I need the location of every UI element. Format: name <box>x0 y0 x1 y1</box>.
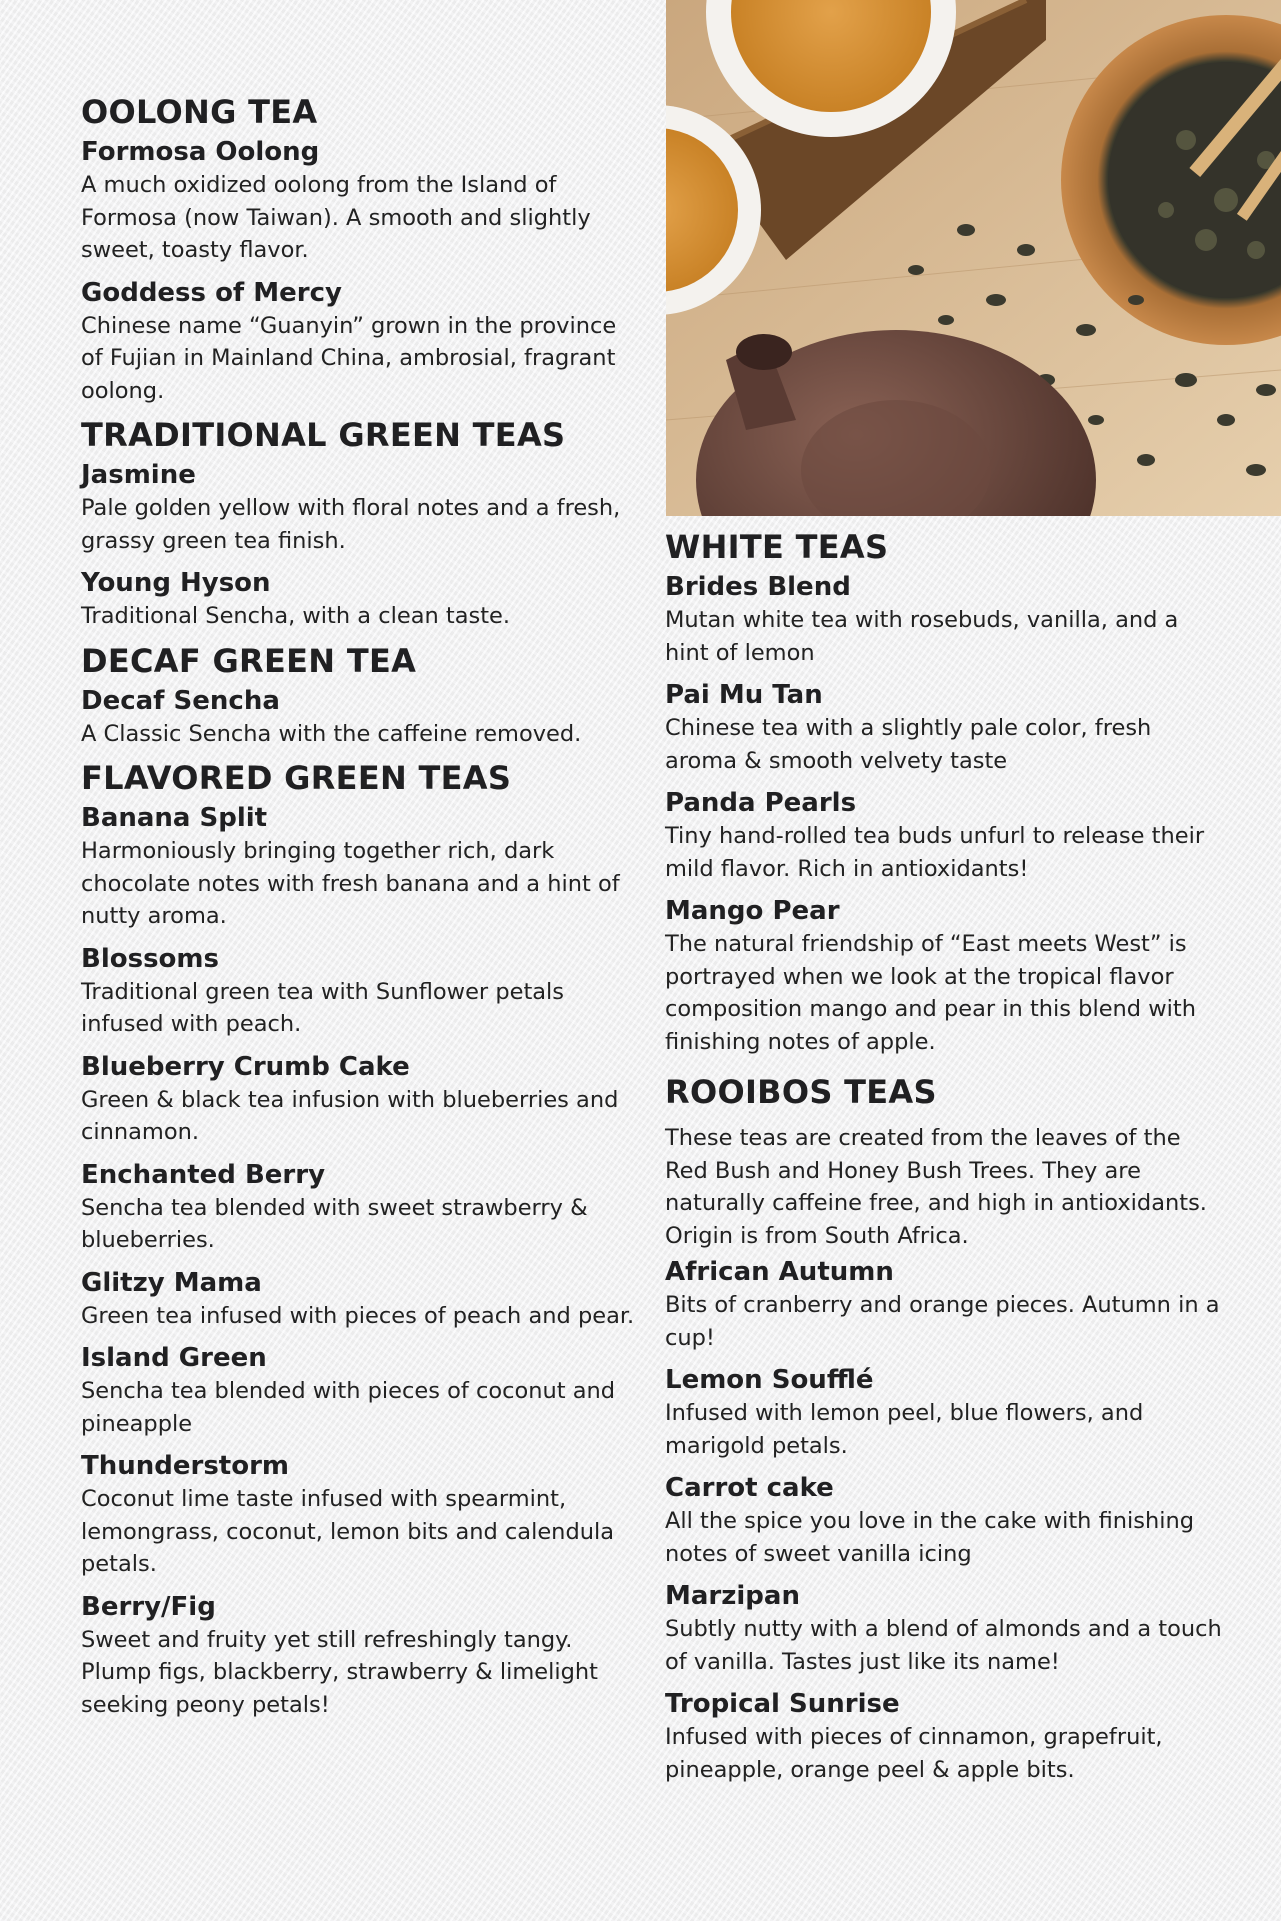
tea-name: Brides Blend <box>665 572 851 602</box>
section-oolong <box>81 92 641 407</box>
tea-description: Coconut lime taste infused with spearmint, lemongrass, coconut, lemon bits and calendula petals. <box>81 1486 615 1577</box>
tea-item <box>81 1591 641 1722</box>
tea-name: Thunderstorm <box>81 1451 290 1481</box>
tea-name: Berry/Fig <box>81 1591 216 1622</box>
section-traditional-green <box>81 415 641 633</box>
tea-description: All the spice you love in the cake with finishing notes of sweet vanilla icing <box>665 1508 1195 1567</box>
tea-item <box>81 685 641 751</box>
tea-item <box>665 1580 1225 1678</box>
tea-item <box>81 277 641 408</box>
tea-description: Green tea infused with pieces of peach and pear. <box>81 1302 635 1329</box>
tea-item <box>81 1450 641 1581</box>
tea-item <box>665 1688 1225 1786</box>
tea-item <box>665 571 1225 669</box>
section-flavored-green <box>81 758 641 1721</box>
tea-description: Mutan white tea with rosebuds, vanilla, and a hint of lemon <box>665 607 1179 666</box>
tea-photo <box>666 0 1281 516</box>
tea-name: Young Hyson <box>81 568 271 598</box>
tea-description: Sencha tea blended with sweet strawberry & blueberries. <box>81 1194 588 1253</box>
tea-name: Island Green <box>81 1343 267 1373</box>
section-intro: These teas are created from the leaves of the Red Bush and Honey Bush Trees. They are naturally caffeine free, and high in antioxidants. Origin is from South Africa. <box>665 1125 1207 1249</box>
tea-description: Harmoniously bringing together rich, dark chocolate notes with fresh banana and a hint of nutty aroma. <box>81 838 620 929</box>
tea-name: Marzipan <box>665 1581 800 1611</box>
tea-item <box>665 679 1225 777</box>
tea-description: The natural friendship of “East meets West” is portrayed when we look at the tropical flavor composition mango and pear in this blend with finishing notes of apple. <box>665 931 1196 1055</box>
tea-item <box>665 1364 1225 1462</box>
tea-name: Panda Pearls <box>665 788 857 818</box>
section-white-teas <box>665 527 1225 1058</box>
tea-name: Lemon Soufflé <box>665 1365 874 1395</box>
section-title: DECAF GREEN TEA <box>81 641 417 680</box>
tea-description: A much oxidized oolong from the Island of Formosa (now Taiwan). A smooth and slightly sweet, toasty flavor. <box>81 172 591 263</box>
section-title: ROOIBOS TEAS <box>665 1073 937 1111</box>
section-title: WHITE TEAS <box>665 528 889 566</box>
tea-name: Blossoms <box>81 943 219 974</box>
tea-item <box>81 1051 641 1149</box>
tea-description: Sencha tea blended with pieces of coconut and pineapple <box>81 1378 616 1437</box>
tea-description: Tiny hand-rolled tea buds unfurl to release their mild flavor. Rich in antioxidants! <box>665 823 1205 882</box>
tea-description: Sweet and fruity yet still refreshingly tangy. Plump figs, blackberry, strawberry & limelight seeking peony petals! <box>81 1626 598 1718</box>
tea-name: Banana Split <box>81 803 268 833</box>
tea-item <box>81 1342 641 1440</box>
tea-name: Blueberry Crumb Cake <box>81 1051 410 1082</box>
tea-item <box>81 459 641 557</box>
tea-description: Traditional Sencha, with a clean taste. <box>81 603 511 629</box>
tea-item <box>81 1159 641 1257</box>
tea-name: Pai Mu Tan <box>665 680 823 710</box>
tea-item <box>81 802 641 933</box>
tea-description: Pale golden yellow with floral notes and a fresh, grassy green tea finish. <box>81 495 621 554</box>
tea-name: Enchanted Berry <box>81 1159 326 1190</box>
tea-name: Mango Pear <box>665 896 840 926</box>
section-title: FLAVORED GREEN TEAS <box>81 759 512 797</box>
tea-description: Subtly nutty with a blend of almonds and a touch of vanilla. Tastes just like its name! <box>665 1616 1222 1675</box>
tea-description: A Classic Sencha with the caffeine removed. <box>81 720 582 747</box>
tea-description: Chinese name “Guanyin” grown in the province of Fujian in Mainland China, ambrosial, fragrant oolong. <box>81 312 617 404</box>
tea-item <box>81 136 641 267</box>
tea-name: Goddess of Mercy <box>81 277 342 308</box>
section-title: TRADITIONAL GREEN TEAS <box>81 416 566 454</box>
tea-description: Green & black tea infusion with blueberries and cinnamon. <box>81 1086 619 1145</box>
tea-description: Infused with pieces of cinnamon, grapefruit, pineapple, orange peel & apple bits. <box>665 1724 1163 1783</box>
tea-description: Bits of cranberry and orange pieces. Autumn in a cup! <box>665 1292 1220 1351</box>
tea-name: Carrot cake <box>665 1473 834 1503</box>
left-column <box>81 92 641 1721</box>
tea-name: Formosa Oolong <box>81 137 320 167</box>
tea-name: Tropical Sunrise <box>665 1689 900 1719</box>
tea-description: Traditional green tea with Sunflower petals infused with peach. <box>81 978 565 1037</box>
tea-item <box>665 787 1225 885</box>
right-column <box>665 527 1225 1786</box>
tea-item <box>81 943 641 1041</box>
tea-item <box>665 1472 1225 1570</box>
tea-item <box>81 567 641 633</box>
tea-description: Chinese tea with a slightly pale color, fresh aroma & smooth velvety taste <box>665 715 1152 774</box>
tea-name: Jasmine <box>81 460 196 490</box>
section-rooibos-teas <box>665 1072 1225 1786</box>
tea-name: Decaf Sencha <box>81 685 280 716</box>
tea-item <box>665 895 1225 1058</box>
section-title: OOLONG TEA <box>81 93 318 131</box>
tea-item <box>665 1256 1225 1354</box>
tea-name: African Autumn <box>665 1257 894 1287</box>
tea-item <box>81 1267 641 1333</box>
tea-name: Glitzy Mama <box>81 1267 262 1298</box>
tea-description: Infused with lemon peel, blue flowers, and marigold petals. <box>665 1400 1144 1459</box>
section-decaf-green <box>81 641 641 751</box>
